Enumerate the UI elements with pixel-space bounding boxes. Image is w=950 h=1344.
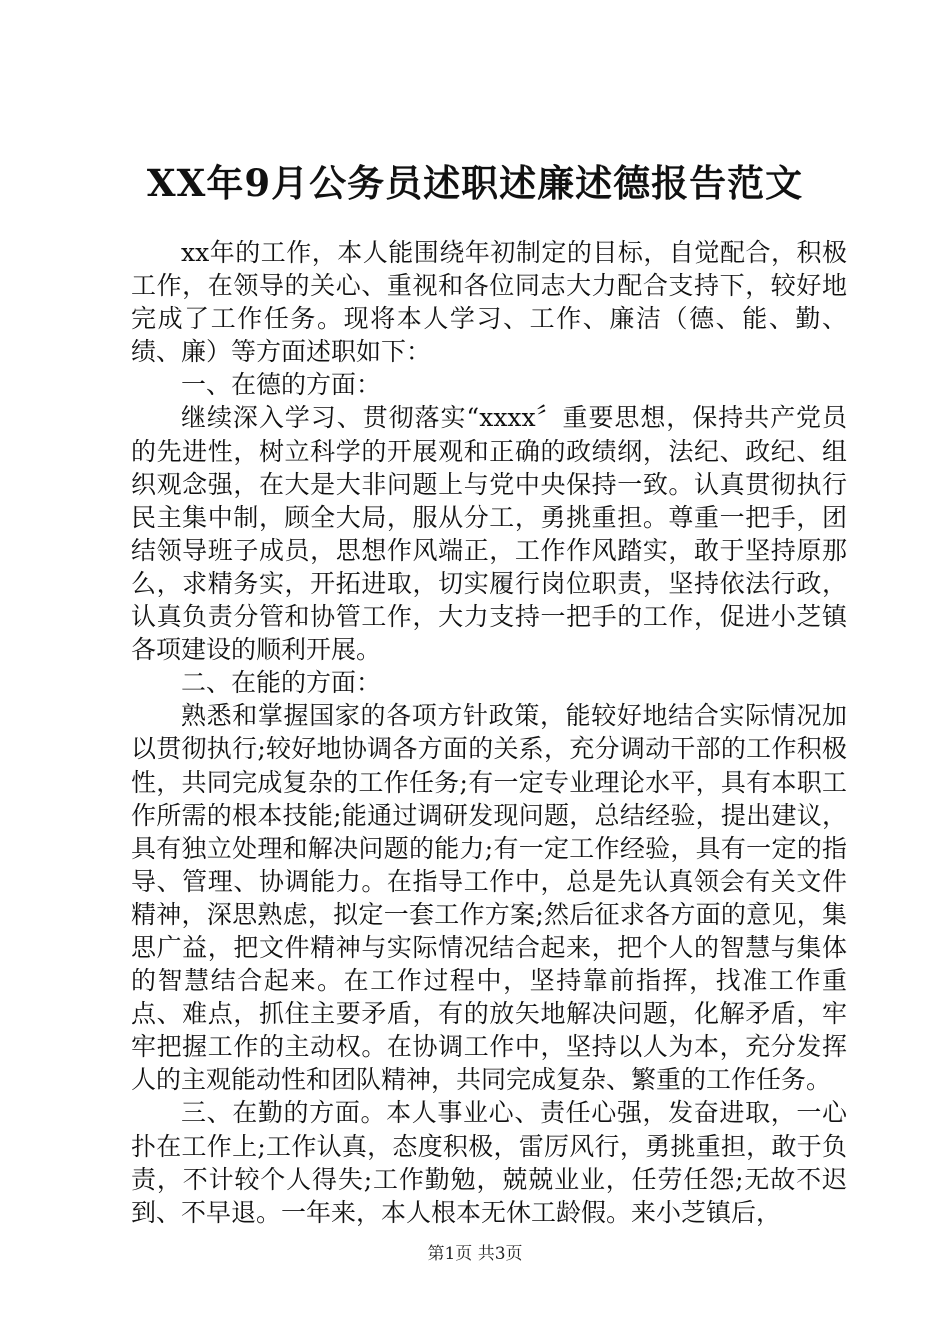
paragraph-intro: xx年的工作，本人能围绕年初制定的目标，自觉配合，积极工作，在领导的关心、重视和各位同志大力配合支持下，较好地完成了工作任务。现将本人学习、工作、廉洁（德、能、勤、绩、廉）等方面述职如下： (131, 238, 847, 367)
document-body (131, 236, 847, 1229)
document-title: XX年9月公务员述职述廉述德报告范文 (146, 161, 804, 205)
paragraph-virtue: 继续深入学习、贯彻落实“xxxx〞重要思想，保持共产党员的先进性，树立科学的开展观和正确的政绩纲，法纪、政纪、组织观念强，在大是大非问题上与党中央保持一致。认真贯彻执行民主集中制，顾全大局，服从分工，勇挑重担。尊重一把手，团结领导班子成员，思想作风端正，工作作风踏实，敢于坚持原那么，求精务实，开拓进取，切实履行岗位职责，坚持依法行政，认真负责分管和协管工作，大力支持一把手的工作，促进小芝镇各项建设的顺利开展。 (131, 403, 847, 665)
paragraph-diligence: 三、在勤的方面。本人事业心、责任心强，发奋进取，一心扑在工作上;工作认真，态度积极，雷厉风行，勇挑重担，敢于负责，不计较个人得失;工作勤勉，兢兢业业，任劳任怨;无故不迟到、不早退。一年来，本人根本无休工龄假。来小芝镇后， (131, 1098, 847, 1227)
heading-ability: 二、在能的方面： (181, 668, 382, 698)
page-footer: 第1页 共3页 (427, 1244, 523, 1264)
heading-virtue: 一、在德的方面： (181, 370, 382, 400)
paragraph-ability: 熟悉和掌握国家的各项方针政策，能较好地结合实际情况加以贯彻执行;较好地协调各方面的关系，充分调动干部的工作积极性，共同完成复杂的工作任务;有一定专业理论水平，具有本职工作所需的根本技能;能通过调研发现问题，总结经验，提出建议，具有独立处理和解决问题的能力;有一定工作经验，具有一定的指导、管理、协调能力。在指导工作中，总是先认真领会有关文件精神，深思熟虑，拟定一套工作方案;然后征求各方面的意见，集思广益，把文件精神与实际情况结合起来，把个人的智慧与集体的智慧结合起来。在工作过程中，坚持靠前指挥，找准工作重点、难点，抓住主要矛盾，有的放矢地解决问题，化解矛盾，牢牢把握工作的主动权。在协调工作中，坚持以人为本，充分发挥人的主观能动性和团队精神，共同完成复杂、繁重的工作任务。 (131, 701, 847, 1095)
